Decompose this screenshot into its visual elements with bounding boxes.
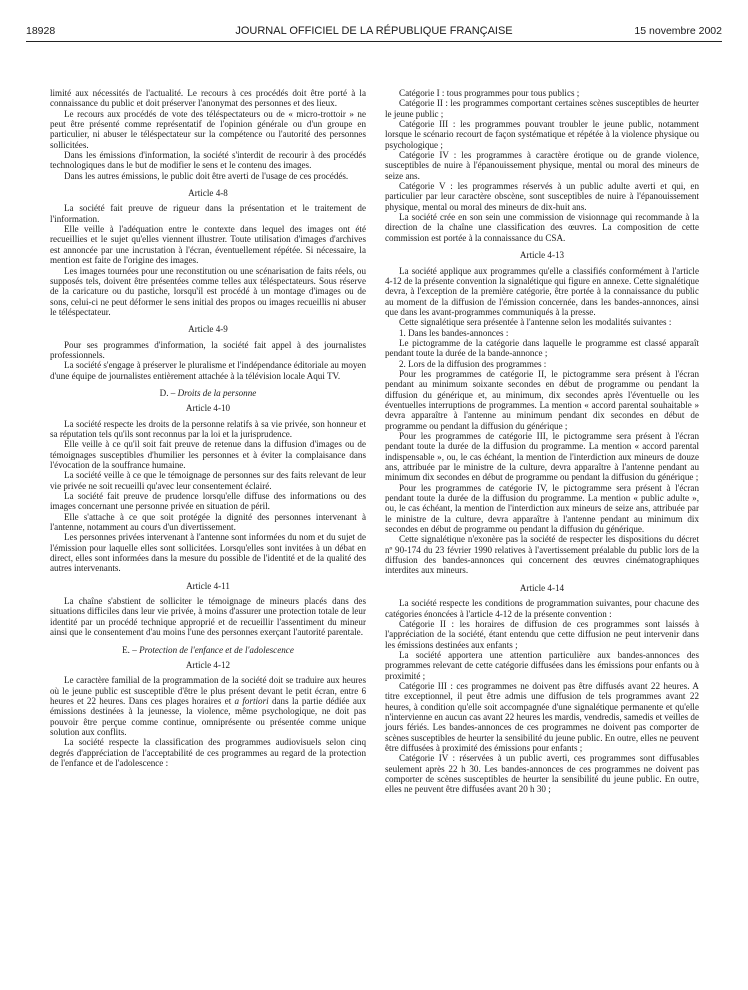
left-column: [50, 88, 366, 768]
section-title: Droits de la personne: [177, 387, 257, 398]
paragraph: La société respecte les droits de la personne relatifs à sa vie privée, son honneur et sa réputation tels qu'ils sont reconnus par la loi et la jurisprudence.: [50, 418, 366, 439]
right-column: [385, 88, 699, 795]
paragraph: Dans les émissions d'information, la société s'interdit de recourir à des procédés technologiques dans le but de modifier le sens et le contenu des images.: [50, 150, 366, 171]
paragraph: La société veille à ce que le témoignage de personnes sur des faits relevant de leur vie privée ne soit recueilli qu'avec leur consentement éclairé.: [50, 470, 366, 491]
category-item: Catégorie V : les programmes réservés à un public adulte averti et qui, en particulier par leur caractère obscène, sont susceptibles de nuire à l'épanouissement physique, mental ou moral des mineurs de dix-huit ans.: [385, 181, 699, 212]
section-prefix: D. –: [159, 387, 178, 398]
paragraph: limité aux nécessités de l'actualité. Le recours à ces procédés doit être porté à la connaissance du public et doit préserver l'anonymat des personnes et des lieux.: [50, 88, 366, 109]
paragraph: La société respecte la classification des programmes audiovisuels selon cinq degrés d'appréciation de l'acceptabilité de ces programmes au regard de la protection de l'enfance et de l'adolescence :: [50, 737, 366, 768]
article-heading: Article 4-10: [185, 403, 231, 414]
article-heading: Article 4-9: [188, 324, 228, 335]
paragraph: Pour les programmes de catégorie IV, le pictogramme sera présent à l'écran pendant toute la durée de la diffusion du programme. La mention « public adulte », ou, le cas échéant, la mention de l'interdiction aux mineurs de seize ans, attribuée par le ministre de la culture, devra apparaître à l'antenne pendant au minimum dix secondes en début de programme ou pendant la diffusion du générique.: [385, 482, 699, 535]
paragraph: La société fait preuve de prudence lorsqu'elle diffuse des informations ou des images concernant une personne privée en situation de péril.: [50, 491, 366, 512]
paragraph: Elle veille à l'adéquation entre le contexte dans lequel des images ont été recueillies et le sujet qu'elles viennent illustrer. Toute utilisation d'images d'archives est annoncée par une incrustation à l'écran, éventuellement répétée. Si nécessaire, la mention est faite de l'origine des images.: [50, 224, 366, 266]
paragraph: La société applique aux programmes qu'elle a classifiés conformément à l'article 4-12 de la présente convention la signalétique qui figure en annexe. Cette signalétique devra, à l'exception de la première catégorie, être portée à la connaissance du public au moment de la diffusion de l'émission concernée, dans les bandes-annonces, ainsi que dans les avant-programmes communiqués à la presse.: [385, 265, 699, 317]
text-run: Le caractère familial de la programmation de la société doit se traduire aux heures où le jeune public est susceptible d'être le plus présent devant le petit écran, entre 6 heures et 22 heures. Dans ces plages horaires et: [50, 675, 366, 706]
journal-title: JOURNAL OFFICIEL DE LA RÉPUBLIQUE FRANÇAISE: [235, 25, 513, 37]
italic-term: a fortiori: [234, 695, 269, 706]
page-number: 18928: [26, 25, 56, 37]
article-heading: Article 4-13: [519, 250, 565, 261]
section-heading: [50, 645, 366, 655]
paragraph: La société apportera une attention particulière aux bandes-annonces des programmes relevant de cette catégorie diffusées dans les émissions pour enfants ou à proximité ;: [385, 649, 699, 681]
category-item: Catégorie IV : les programmes à caractère érotique ou de grande violence, susceptibles de nuire à l'épanouissement physique, mental ou moral des mineurs de seize ans.: [385, 150, 699, 181]
paragraph: Dans les autres émissions, le public doit être averti de l'usage de ces procédés.: [64, 170, 349, 181]
section-prefix: E. –: [122, 644, 140, 655]
issue-date: 15 novembre 2002: [634, 25, 722, 37]
paragraph: Pour ses programmes d'information, la société fait appel à des journalistes professionnels.: [50, 339, 366, 360]
paragraph: Pour les programmes de catégorie II, le pictogramme sera présent à l'écran pendant au minimum soixante secondes en début de programme ou pendant la diffusion du générique et, au minimum, dix secondes après l'éventuelle ou les éventuelles interruptions de programmes. La mention « accord parental souhaitable » devra apparaître à l'antenne au minimum pendant dix secondes en début de programme ou pendant la diffusion du générique ;: [385, 368, 699, 431]
paragraph: Cette signalétique n'exonère pas la société de respecter les dispositions du décret nº 90-174 du 23 février 1990 relatives à l'avertissement préalable du public lors de la diffusion des bandes-annonces qui concernent des œuvres cinématographiques interdites aux mineurs.: [385, 534, 699, 576]
section-title: Protection de l'enfance et de l'adolescence: [139, 644, 294, 655]
paragraph: Catégorie IV : réservées à un public averti, ces programmes sont diffusables seulement après 22 h 30. Les bandes-annonces de ces programmes ne doivent pas comporter de scènes susceptibles de heurter la sensibilité du jeune public. En outre, elles ne peuvent être diffusées avant 20 h 30 ;: [385, 753, 699, 795]
paragraph: [50, 675, 366, 737]
category-item: Catégorie I : tous programmes pour tous publics ;: [399, 88, 580, 98]
paragraph: Elle veille à ce qu'il soit fait preuve de retenue dans la diffusion d'images ou de témoignages susceptibles d'humilier les personnes et à éviter la complaisance dans l'évocation de la souffrance humaine.: [50, 439, 366, 470]
paragraph: Le pictogramme de la catégorie dans laquelle le programme est classé apparaît pendant toute la durée de la bande-annonce ;: [385, 337, 699, 359]
category-item: Catégorie III : les programmes pouvant troubler le jeune public, notamment lorsque le scénario recourt de façon systématique et répétée à la violence physique ou psychologique ;: [385, 119, 699, 150]
paragraph: La chaîne s'abstient de solliciter le témoignage de mineurs placés dans des situations difficiles dans leur vie privée, à moins d'assurer une protection totale de leur identité par un procédé technique approprié et de recueillir l'assentiment du mineur ainsi que le consentement d'au moins l'une des personnes exerçant l'autorité parentale.: [50, 596, 366, 638]
paragraph: Catégorie III : ces programmes ne doivent pas être diffusés avant 22 heures. A titre exceptionnel, il peut être admis une diffusion de tels programmes avant 22 heures, à condition qu'elle soit accompagnée d'une signalétique permanente et qu'elle n'intervienne en aucun cas avant 22 heures les mardis, vendredis, samedis et veilles de jours fériés. Les bandes-annonces de ces programmes ne doivent pas comporter de scènes susceptibles de heurter la sensibilité du jeune public. En outre, elles ne peuvent être diffusées à proximité des émissions pour enfants ;: [385, 680, 700, 753]
article-heading: Article 4-8: [188, 188, 228, 199]
paragraph: Le recours aux procédés de vote des téléspectateurs ou de « micro-trottoir » ne peut être présenté comme représentatif de l'opinion générale ou d'un groupe en particulier, ni abuser le téléspectateur sur la compétence ou l'autorité des personnes sollicitées.: [50, 108, 366, 150]
article-heading: Article 4-14: [519, 582, 565, 593]
article-heading: Article 4-11: [186, 580, 230, 591]
article-heading: Article 4-12: [185, 659, 231, 670]
paragraph: Pour les programmes de catégorie III, le pictogramme sera présent à l'écran pendant toute la durée de la diffusion du programme. La mention « accord parental indispensable », ou, le cas échéant, la mention de l'interdiction aux mineurs de douze ans, attribuée par le ministre de la culture, devra apparaître à l'antenne pendant au minimum dix secondes en début de programme ou pendant la diffusion du générique ;: [385, 431, 699, 483]
paragraph: Cette signalétique sera présentée à l'antenne selon les modalités suivantes :: [399, 317, 672, 328]
paragraph: Catégorie II : les horaires de diffusion de ces programmes sont laissés à l'appréciation de la société, étant entendu que cette diffusion ne peut intervenir dans les émissions destinées aux enfants ;: [385, 618, 699, 650]
page-header: [26, 24, 722, 42]
section-heading: [50, 388, 366, 398]
header-rule: [26, 41, 722, 42]
paragraph: La société s'engage à préserver le pluralisme et l'indépendance éditoriale au moyen d'une équipe de journalistes entièrement attachée à la télévision locale Aqui TV.: [50, 360, 366, 381]
text-run: dans la partie dédiée aux émissions destinées à la jeunesse, la violence, même psychologique, ne doit pas pouvoir être perçue comme continue, omniprésente ou présentée comme unique solution aux conflits.: [50, 695, 366, 737]
paragraph: La société crée en son sein une commission de visionnage qui recommande à la direction de la chaîne une classification des œuvres. La composition de cette commission est portée à la connaissance du CSA.: [385, 212, 699, 243]
list-item: 2. Lors de la diffusion des programmes :: [399, 358, 547, 369]
paragraph: Elle s'attache à ce que soit protégée la dignité des personnes intervenant à l'antenne, notamment au cours d'un divertissement.: [50, 511, 366, 533]
paragraph: Les images tournées pour une reconstitution ou une scénarisation de faits réels, ou supposés tels, doivent être présentées comme telles aux téléspectateurs. Sous réserve de la caricature ou du pastiche, lorsqu'il est procédé à un montage d'images ou de sons, celui-ci ne peut déformer le sens initial des propos ou images recueillis ni abuser le téléspectateur.: [50, 265, 366, 317]
list-item: 1. Dans les bandes-annonces :: [399, 327, 509, 338]
category-item: Catégorie II : les programmes comportant certaines scènes susceptibles de heurter le jeune public ;: [385, 98, 699, 119]
paragraph: La société fait preuve de rigueur dans la présentation et le traitement de l'information.: [50, 203, 366, 224]
paragraph: La société respecte les conditions de programmation suivantes, pour chacune des catégories énoncées à l'article 4-12 de la présente convention :: [385, 598, 699, 619]
paragraph: Les personnes privées intervenant à l'antenne sont informées du nom et du sujet de l'émission pour laquelle elles sont sollicitées. Lorsqu'elles sont invitées à un débat en direct, elles sont informées dans la mesure du possible de l'identité et de la qualité des autres intervenants.: [50, 532, 366, 574]
